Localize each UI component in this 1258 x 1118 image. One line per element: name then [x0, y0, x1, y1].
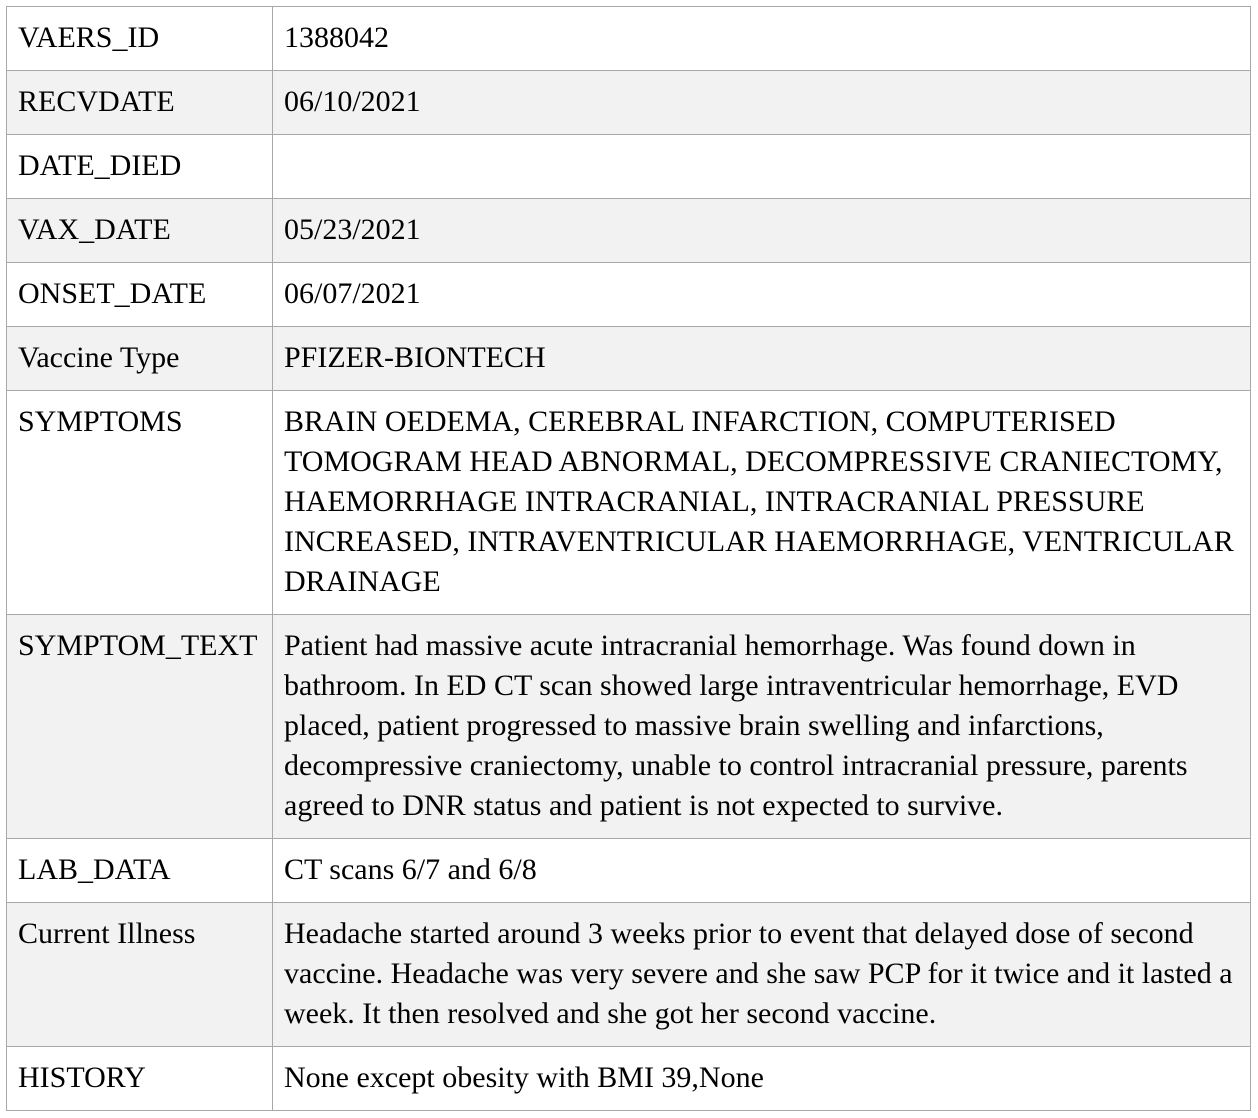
- field-label: Current Illness: [7, 903, 273, 1047]
- field-label: SYMPTOM_TEXT: [7, 615, 273, 839]
- field-value: CT scans 6/7 and 6/8: [273, 839, 1251, 903]
- vaers-record-table: [6, 6, 1251, 1111]
- field-value: 1388042: [273, 7, 1251, 71]
- field-value: Patient had massive acute intracranial hemorrhage. Was found down in bathroom. In ED CT scan showed large intraventricular hemorrhage, EVD placed, patient progressed to massive brain swelling and infarctions, decompressive craniectomy, unable to control intracranial pressure, parents agreed to DNR status and patient is not expected to survive.: [273, 615, 1251, 839]
- field-label: DATE_DIED: [7, 135, 273, 199]
- field-value: Headache started around 3 weeks prior to event that delayed dose of second vaccine. Headache was very severe and she saw PCP for it twice and it lasted a week. It then resolved and she got her second vaccine.: [273, 903, 1251, 1047]
- field-value: [273, 135, 1251, 199]
- field-label: RECVDATE: [7, 71, 273, 135]
- field-value: 06/07/2021: [273, 263, 1251, 327]
- field-label: SYMPTOMS: [7, 391, 273, 615]
- field-label: LAB_DATA: [7, 839, 273, 903]
- table-row-recvdate: [7, 71, 1251, 135]
- table-row-current-illness: [7, 903, 1251, 1047]
- field-value: 06/10/2021: [273, 71, 1251, 135]
- field-label: HISTORY: [7, 1047, 273, 1111]
- field-value: BRAIN OEDEMA, CEREBRAL INFARCTION, COMPUTERISED TOMOGRAM HEAD ABNORMAL, DECOMPRESSIVE CRANIECTOMY, HAEMORRHAGE INTRACRANIAL, INTRACRANIAL PRESSURE INCREASED, INTRAVENTRICULAR HAEMORRHAGE, VENTRICULAR DRAINAGE: [273, 391, 1251, 615]
- field-value: None except obesity with BMI 39,None: [273, 1047, 1251, 1111]
- table-row-onset-date: [7, 263, 1251, 327]
- table-row-history: [7, 1047, 1251, 1111]
- table-row-vaccine-type: [7, 327, 1251, 391]
- table-row-vax-date: [7, 199, 1251, 263]
- field-label: ONSET_DATE: [7, 263, 273, 327]
- table-row-lab-data: [7, 839, 1251, 903]
- table-row-symptom-text: [7, 615, 1251, 839]
- field-label: VAERS_ID: [7, 7, 273, 71]
- table-row-symptoms: [7, 391, 1251, 615]
- field-value: PFIZER-BIONTECH: [273, 327, 1251, 391]
- field-label: Vaccine Type: [7, 327, 273, 391]
- table-row-vaers-id: [7, 7, 1251, 71]
- field-label: VAX_DATE: [7, 199, 273, 263]
- table-row-date-died: [7, 135, 1251, 199]
- field-value: 05/23/2021: [273, 199, 1251, 263]
